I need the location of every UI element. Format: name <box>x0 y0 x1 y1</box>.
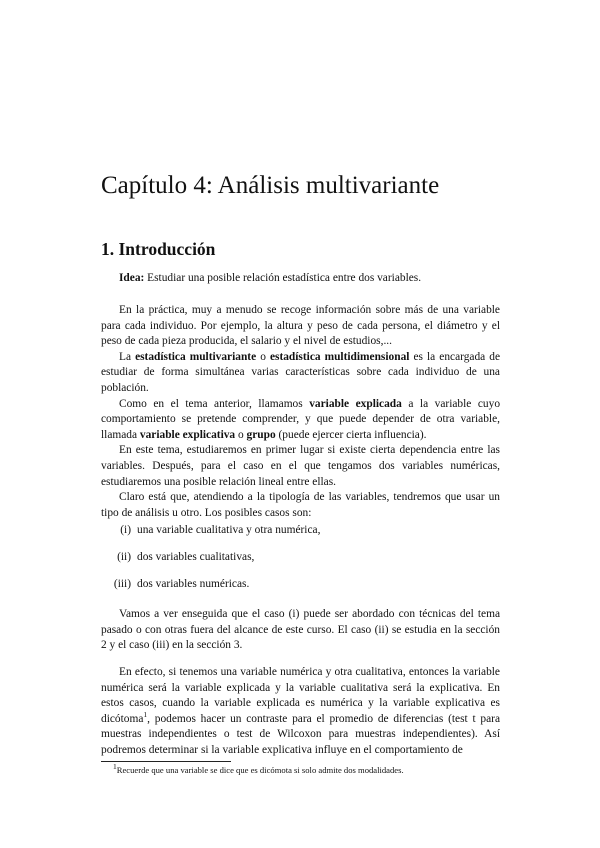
paragraph-1: En la práctica, muy a menudo se recoge información sobre más de una variable para cada individuo. Por ejemplo, la altura y peso de cada persona, el diámetro y el peso de cada pieza producida, el salario y el nivel de estudios,... <box>101 304 500 348</box>
paragraph-3 <box>101 397 500 444</box>
term-variable-explicativa: variable explicativa <box>139 428 236 441</box>
term-estadistica-multidimensional: estadística multidimensional <box>269 350 410 363</box>
chapter-title: Capítulo 4: Análisis multivariante <box>101 172 440 199</box>
explanation-paragraph-block <box>101 665 500 759</box>
list-item <box>101 577 500 592</box>
footnote-reference: 1 <box>143 709 148 719</box>
paragraph-5: Claro está que, atendiendo a la tipología de las variables, tendremos que usar un tipo de análisis u otro. Los posibles casos son: <box>101 491 500 519</box>
footnote-divider <box>101 761 231 762</box>
idea-statement <box>119 271 519 286</box>
list-item <box>101 550 500 565</box>
paragraph-3-text: o <box>235 428 247 441</box>
footnote-number: 1 <box>113 762 117 772</box>
list-item-marker: (iii) <box>113 578 131 590</box>
list-item-text: dos variables numéricas. <box>137 578 250 590</box>
paragraph-7-text: En efecto, si tenemos una variable numérica y otra cualitativa, entonces la variable numérica será la variable explicada y la variable cualitativa será la explicativa. En estos casos, cuando la variable explicada es numérica y la variable explicativa es dicótoma <box>101 666 500 725</box>
paragraph-3-text: (puede ejercer cierta influencia). <box>275 428 427 441</box>
term-estadistica-multivariante: estadística multivariante <box>135 350 257 363</box>
idea-text: Estudiar una posible relación estadística entre dos variables. <box>144 272 422 284</box>
list-item-marker: (i) <box>120 524 131 536</box>
paragraph-3-text: Como en el tema anterior, llamamos <box>119 397 310 410</box>
list-item-text: dos variables cualitativas, <box>137 551 255 563</box>
paragraph-2-text: La <box>119 350 136 363</box>
idea-label: Idea: <box>119 272 145 284</box>
intro-paragraphs <box>101 303 500 521</box>
term-grupo: grupo <box>246 428 276 441</box>
list-item-marker: (ii) <box>117 551 131 563</box>
paragraph-2-text: o <box>256 350 270 363</box>
paragraph-3-text: a la variable cuyo comportamiento se pretende comprender, y que puede depender de otra variable, llamada <box>101 397 501 441</box>
list-item <box>101 523 500 538</box>
paragraph-2 <box>101 350 500 397</box>
paragraph-7-text: , podemos hacer un contraste para el promedio de diferencias (test t para muestras independientes o test de Wilcoxon para muestras independientes). Así podremos determinar si la variable explicativa influye en el comportamiento de <box>101 712 500 756</box>
paragraph-7 <box>101 665 500 759</box>
paragraph-4: En este tema, estudiaremos en primer lugar si existe cierta dependencia entre las variables. Después, para el caso en el que tengamos dos variables numéricas, estudiaremos una posible relación lineal entre ellas. <box>101 444 500 488</box>
section-title: 1. Introducción <box>101 239 216 259</box>
cases-paragraph-block <box>101 607 500 654</box>
term-variable-explicada: variable explicada <box>309 397 402 410</box>
paragraph-2-text: es la encargada de estudiar de forma simultánea varias características sobre cada individuo de una población. <box>101 350 501 394</box>
footnote-text: Recuerde que una variable se dice que es dicómota si solo admite dos modalidades. <box>116 765 404 775</box>
paragraph-6: Vamos a ver enseguida que el caso (i) puede ser abordado con técnicas del tema pasado o con otras fuera del alcance de este curso. El caso (ii) se estudia en la sección 2 y el caso (iii) en la sección 3. <box>101 608 500 652</box>
list-item-text: una variable cualitativa y otra numérica, <box>137 524 321 536</box>
footnote <box>113 762 404 776</box>
